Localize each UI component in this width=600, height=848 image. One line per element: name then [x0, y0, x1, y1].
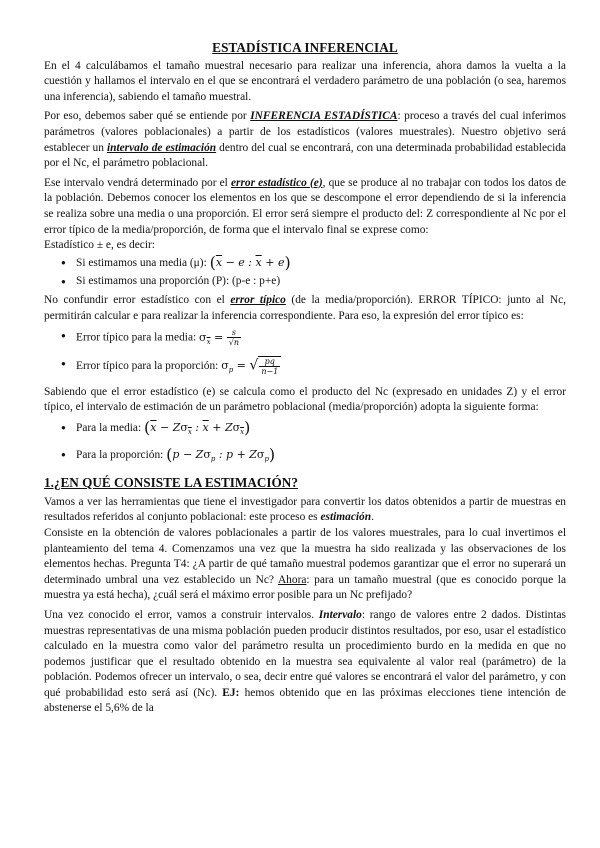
- list-item: [62, 356, 566, 379]
- page-title: ESTADÍSTICA INFERENCIAL: [212, 40, 398, 55]
- section-heading: 1.¿EN QUÉ CONSISTE LA ESTIMACIÓN?: [44, 475, 298, 491]
- proporcion-interval-formula: (p-e : p+e): [231, 275, 281, 288]
- list-item: [62, 444, 566, 468]
- text-span: Consiste en la obtención de valores poblacionales a partir de los valores muestrales, para lo cual invertimos el planteamiento del tema 4. Comenzamos una vez que la muestra ha sido realizada y las observaciones de los elementos hechas. Pregunta T4: ¿A partir de qué tamaño muestral podemos garantizar que el error no superará un determinado umbral una vez establecido un Nc?: [44, 526, 566, 586]
- term-error-tipico: error típico: [230, 293, 286, 306]
- para-proporcion-formula: ($p - Z\sigma_p$ : $p + Z\sigma_p$): [166, 444, 276, 464]
- error-media-formula: $\sigma_{\overline{x}}$ = $\frac{s}{√n}$: [199, 328, 239, 348]
- text-span: dentro del cual se encontrará, con una determinada probabilidad establecida por el Nc, el parámetro poblacional.: [44, 141, 566, 170]
- error-media-label: Error típico para la media:: [76, 331, 197, 344]
- term-estimacion: estimación: [320, 511, 372, 524]
- list-item: [62, 328, 566, 350]
- text-span: , que se produce al no trabajar con todos los datos de la población. Debemos conocer los elementos en los que se descompone el error dependiendo de si la inferencia se realiza sobre una media o una proporción. El error será siempre el producto del: Z correspondiente al Nc por el error típico de la media/proporción, de forma que el intervalo final se exprese como:: [44, 176, 567, 236]
- consiste-paragraph: [44, 526, 566, 604]
- media-label: Si estimamos una media (μ):: [76, 256, 207, 269]
- text-span: Una vez conocido el error, vamos a construir intervalos.: [44, 608, 319, 621]
- para-media-label: Para la media:: [76, 421, 142, 434]
- text-span: No confundir error estadístico con el: [44, 293, 231, 306]
- para-proporcion-label: Para la proporción:: [76, 448, 164, 461]
- ej-label: EJ:: [222, 686, 240, 699]
- list-item: [62, 252, 566, 272]
- intervalo-forma-paragraph: Sabiendo que el error estadístico (e) se calcula como el producto del Nc (expresado en unidades Z) y el error típico, el intervalo de estimación de un parámetro poblacional (media/proporción) adopta la siguiente forma:: [44, 385, 566, 414]
- error-tipico-paragraph: [44, 293, 566, 324]
- text-span: hemos obtenido que en las próximas elecciones tiene intención de abstenerse el 5,6% de la: [44, 686, 566, 715]
- para-media-formula: ($\overline{x} - Z\sigma_{\overline{x}}$ : $\overline{x} + Z\sigma_{\overline{x}}$): [144, 417, 251, 437]
- error-tipico-list: [44, 328, 566, 379]
- list-item: [62, 417, 566, 441]
- list-item: [62, 274, 566, 290]
- text-span: : para un tamaño muestral (que es conocido porque la muestra ya está hecha), ¿cuál será el máximo error posible para un Nc prefijado?: [44, 573, 567, 602]
- inferencia-paragraph: [44, 109, 566, 171]
- error-proporcion-formula: $\sigma_p$ = √ $\frac{pq}{n-1}$: [221, 359, 281, 372]
- intervalo-forma-list: [44, 417, 566, 467]
- text-span: : proceso a través del cual inferimos parámetros (valores poblacionales) a partir de los estadísticos (valores muestrales). Nuestro objetivo será establecer un: [44, 110, 566, 154]
- term-intervalo-estimacion: intervalo de estimación: [106, 141, 217, 154]
- text-span: Vamos a ver las herramientas que tiene el investigador para convertir los datos obtenidos a partir de muestras en resultados referidos al conjunto poblacional: este proceso es: [44, 495, 566, 524]
- proporcion-label: Si estimamos una proporción (P):: [76, 275, 230, 288]
- media-interval-formula: ($\overline{x} - e$ : $\overline{x} + e$): [209, 252, 291, 272]
- term-intervalo: Intervalo: [318, 608, 362, 621]
- text-span: Ese intervalo vendrá determinado por el: [44, 176, 231, 189]
- text-span: : rango de valores entre 2 dados. Distintas muestras representativas de una misma población pueden producir distintos resultados, por eso, usar el estadístico calculado en la muestra como valor del parámetro resulta un procedimiento burdo en la medida en que no podemos justificar que el resultado obtenido en la muestra sea equivalente al valor real (parámetro) de la población. Podemos ofrecer un intervalo, o sea, decir entre qué valores se encontrará el valor del parámetro, y con qué probabilidad esto será así (Nc).: [44, 608, 566, 699]
- estimacion-paragraph: [44, 495, 566, 526]
- error-estadistico-paragraph: [44, 176, 566, 238]
- intro-paragraph: En el 4 calculábamos el tamaño muestral necesario para realizar una inferencia, ahora damos la vuelta a la cuestión y hallamos el intervalo en el que se encontrará el verdadero parámetro de una población (o sea, haremos una inferencia), sabiendo el tamaño muestral.: [44, 59, 566, 103]
- term-inferencia-estadistica: INFERENCIA ESTADÍSTICA: [250, 110, 398, 123]
- intervalo-paragraph: [44, 608, 566, 717]
- estadistico-line: Estadístico ± e, es decir:: [44, 239, 155, 252]
- error-proporcion-label: Error típico para la proporción:: [76, 360, 219, 373]
- text-span: (de la media/proporción). ERROR TÍPICO: junto al Nc, permitirán calcular e para realizar la inferencia correspondiente. Para eso, la expresión del error típico es:: [44, 293, 566, 322]
- term-error-estadistico: error estadístico (e): [230, 176, 323, 189]
- text-span: Por eso, debemos saber qué se entiende por: [44, 110, 251, 123]
- interval-bullet-list: [44, 252, 566, 290]
- text-span: .: [371, 511, 374, 524]
- ahora-word: Ahora: [277, 573, 307, 586]
